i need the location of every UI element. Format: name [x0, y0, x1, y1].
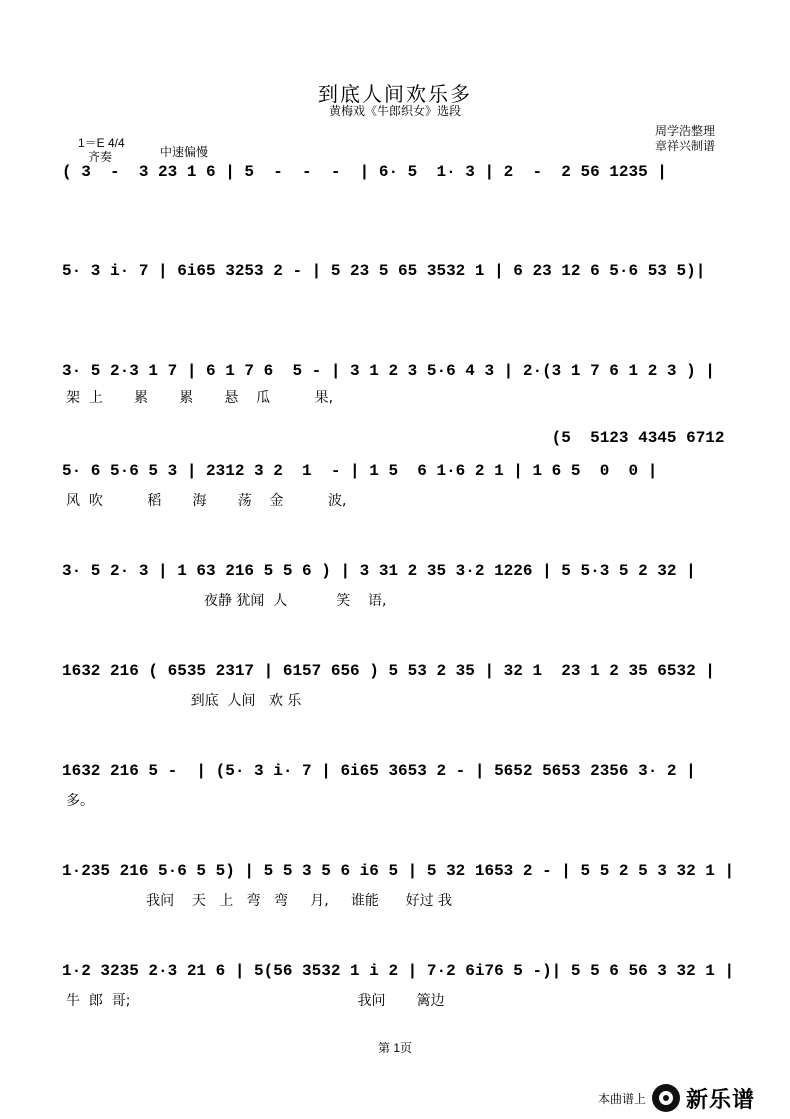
score-line-9: 1·2 3235 2·3 21 6 | 5(56 3532 1 i 2 | 7·2 6i76 5 -)| 5 5 6 56 3 32 1 | [62, 962, 735, 980]
score-line-1: ( 3 - 3 23 1 6 | 5 - - - | 6· 5 1· 3 | 2 - 2 56 1235 | [62, 163, 667, 181]
lyric-line-4: 到底 人间 欢 乐 [66, 693, 302, 709]
page-subtitle: 黄梅戏《牛郎织女》选段 [328, 104, 461, 118]
lyric-line-1: 架 上 累 累 悬 瓜 果, [66, 390, 334, 406]
score-line-2: 5· 3 i· 7 | 6i65 3253 2 - | 5 23 5 65 3532 1 | 6 23 12 6 5·6 53 5)| [62, 262, 706, 280]
key-time-signature: 1＝E 4/4 [78, 136, 125, 150]
brand-name: 新乐谱 [686, 1086, 756, 1112]
lyric-line-2: 风 吹 稻 海 荡 金 波, [66, 493, 347, 509]
lyric-line-3: 夜静 犹闻 人 笑 语, [66, 593, 387, 609]
vinyl-record-icon [652, 1084, 680, 1112]
lyric-line-5: 多。 [66, 793, 94, 809]
lyric-line-7: 牛 郎 哥; 我问 篱边 [66, 993, 445, 1009]
score-line-8: 1·235 216 5·6 5 5) | 5 5 3 5 6 i6 5 | 5 32 1653 2 - | 5 5 2 5 3 32 1 | [62, 862, 735, 880]
credit-notation: 章祥兴制谱 [655, 139, 716, 153]
score-line-4-upper: (5 5123 4345 6712 [62, 429, 725, 447]
brand-caption: 本曲谱上 [598, 1091, 647, 1106]
tempo-marking: 中速偏慢 [160, 145, 209, 159]
score-line-3: 3· 5 2·3 1 7 | 6 1 7 6 5 - | 3 1 2 3 5·6 4 3 | 2·(3 1 7 6 1 2 3 ) | [62, 362, 715, 380]
credit-arranger: 周学浩整理 [655, 124, 716, 138]
score-line-4: 5· 6 5·6 5 3 | 2312 3 2 1 - | 1 5 6 1·6 2 1 | 1 6 5 0 0 | [62, 462, 658, 480]
brand-watermark [598, 1080, 755, 1116]
page-title: 到底人间欢乐多 [318, 84, 472, 106]
score-line-6: 1632 216 ( 6535 2317 | 6157 656 ) 5 53 2 35 | 32 1 23 1 2 35 6532 | [62, 662, 715, 680]
page-number: 第 1页 [377, 1041, 412, 1055]
lyric-line-6: 我问 天 上 弯 弯 月, 谁能 好过 我 [66, 893, 453, 909]
performance-mode: 齐奏 [88, 150, 113, 164]
score-line-5: 3· 5 2· 3 | 1 63 216 5 5 6 ) | 3 31 2 35 3·2 1226 | 5 5·3 5 2 32 | [62, 562, 696, 580]
score-line-7: 1632 216 5 - | (5· 3 i· 7 | 6i65 3653 2 - | 5652 5653 2356 3· 2 | [62, 762, 696, 780]
